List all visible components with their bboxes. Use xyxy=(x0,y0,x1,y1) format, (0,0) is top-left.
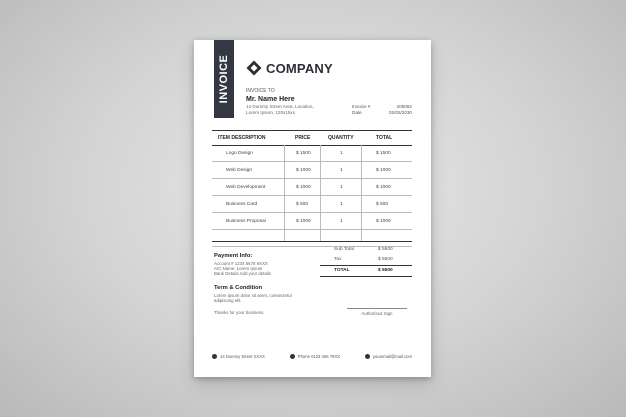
totals-block xyxy=(320,245,412,277)
total-value: $ 5500 xyxy=(378,268,393,273)
payment-line: A/C Name: Lorem Ipsum xyxy=(214,266,263,272)
quantity-cell: 1 xyxy=(340,184,343,190)
invoice-page xyxy=(194,40,431,377)
footer xyxy=(212,354,412,359)
tax-label: Tax xyxy=(334,257,342,262)
phone-icon xyxy=(290,354,295,359)
table-row xyxy=(212,162,412,179)
footer-address-text: 14 Dummy Street XXXX xyxy=(220,354,265,359)
client-address xyxy=(246,104,336,116)
terms-line: Lorem ipsum dolor sit amet, consectetur xyxy=(214,293,293,298)
terms-line: adipiscing elit. xyxy=(214,298,242,304)
column-header-quantity: QUANTITY xyxy=(328,135,354,141)
table-bottom-rule xyxy=(212,241,412,242)
price-cell: $ 500 xyxy=(296,201,309,207)
invoice-meta xyxy=(352,104,412,116)
table-row xyxy=(212,145,412,162)
tax-row xyxy=(320,255,412,265)
subtotal-value: $ 5500 xyxy=(378,247,393,252)
price-cell: $ 1500 xyxy=(296,150,311,156)
table-header xyxy=(212,130,412,146)
signature-label: Authorised Sign xyxy=(361,311,393,316)
terms-heading: Term & Condition xyxy=(214,285,263,291)
total-cell: $ 1000 xyxy=(376,218,391,224)
thanks-note: Thanks for your business. xyxy=(214,310,265,315)
table-divider xyxy=(320,145,321,241)
subtotal-label: Sub Total xyxy=(334,247,354,252)
total-label: TOTAL xyxy=(334,268,350,273)
date-label: Date xyxy=(352,110,362,115)
client-name: Mr. Name Here xyxy=(246,96,295,103)
payment-line: Account # 1234 5678 9XXX xyxy=(214,261,268,266)
table-row xyxy=(212,196,412,213)
item-cell: Business Proposal xyxy=(226,218,266,224)
table-divider xyxy=(284,145,285,241)
item-cell: Web Design xyxy=(226,167,253,173)
payment-line: Bank Details Add your details xyxy=(214,271,272,277)
quantity-cell: 1 xyxy=(340,201,343,207)
invoice-title: INVOICE xyxy=(218,54,230,104)
company-name: COMPANY xyxy=(266,61,333,76)
table-row xyxy=(212,179,412,196)
price-cell: $ 1000 xyxy=(296,218,311,224)
invoice-to-label: INVOICE TO xyxy=(246,88,275,94)
subtotal-row xyxy=(320,245,412,255)
price-cell: $ 1000 xyxy=(296,184,311,190)
client-address-line: 14 Dummy Street Area, Location, xyxy=(246,104,314,109)
footer-phone-text: Phone 0123 456 78XX xyxy=(297,354,340,359)
signature-line xyxy=(347,308,407,309)
total-cell: $ 500 xyxy=(376,201,389,207)
payment-info-heading: Payment Info: xyxy=(214,253,253,259)
column-header-price: PRICE xyxy=(295,135,311,141)
column-header-item: ITEM DESCRIPTION xyxy=(218,135,266,141)
invoice-number-label: Invoice # xyxy=(352,104,371,109)
footer-email xyxy=(365,354,412,359)
quantity-cell: 1 xyxy=(340,167,343,173)
email-icon xyxy=(365,354,370,359)
invoice-number: 205092 xyxy=(396,104,412,109)
payment-info-details xyxy=(214,261,271,277)
price-cell: $ 1000 xyxy=(296,167,311,173)
total-cell: $ 1000 xyxy=(376,184,391,190)
quantity-cell: 1 xyxy=(340,150,343,156)
item-cell: Business Card xyxy=(226,201,258,207)
total-cell: $ 1000 xyxy=(376,167,391,173)
client-address-line: Lorem Ipsum, 120x15xx xyxy=(246,110,296,115)
table-row xyxy=(212,213,412,230)
item-cell: Logo Design xyxy=(226,150,253,156)
invoice-date: 02/05/2030 xyxy=(389,110,412,115)
terms-text xyxy=(214,293,314,303)
total-cell: $ 1500 xyxy=(376,150,391,156)
location-icon xyxy=(212,354,217,359)
footer-email-text: youremail@mail.com xyxy=(372,354,412,359)
table-divider xyxy=(361,145,362,241)
table-body xyxy=(212,145,412,247)
footer-address xyxy=(212,354,265,359)
item-cell: Web Development xyxy=(226,184,266,190)
column-header-total: TOTAL xyxy=(376,135,393,141)
total-row xyxy=(320,265,412,277)
company-logo-icon xyxy=(246,60,262,76)
quantity-cell: 1 xyxy=(340,218,343,224)
footer-phone xyxy=(290,354,340,359)
tax-value: $ 5500 xyxy=(378,257,393,262)
